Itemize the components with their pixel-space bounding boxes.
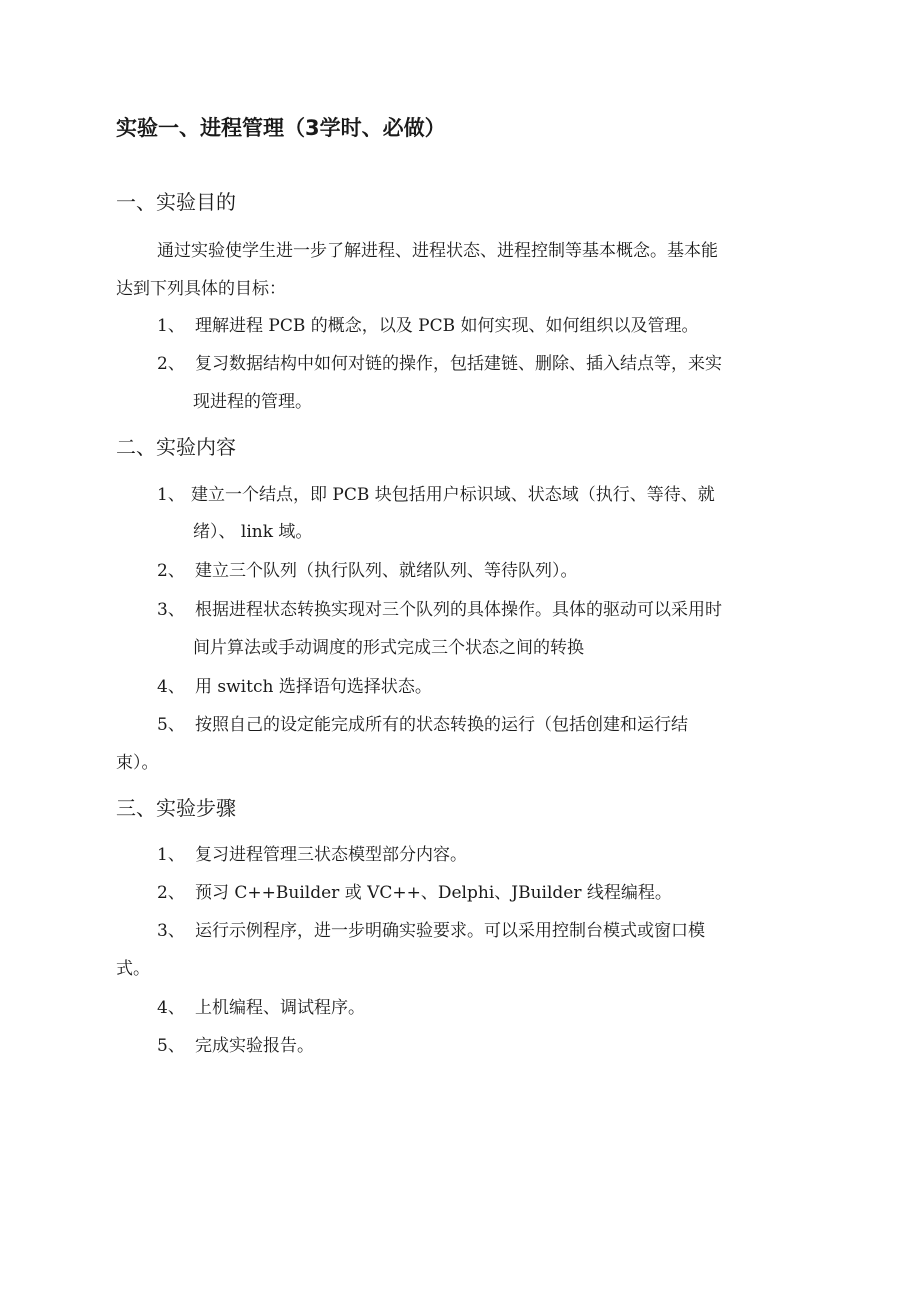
item-text: 根据进程状态转换实现对三个队列的具体操作。具体的驱动可以采用时 [195,600,722,620]
item-number: 3、 [157,600,185,620]
section-heading-steps: 三、实验步骤 [116,796,236,820]
document-title: 实验一、进程管理（3学时、必做） [116,116,446,140]
list-item [157,311,699,336]
item-number: 2、 [157,883,185,903]
list-item [157,993,365,1018]
list-item [157,1031,314,1056]
item-text: 建立一个结点，即 PCB 块包括用户标识域、状态域（执行、等待、就 [191,485,715,505]
item-number: 1、 [157,485,185,505]
item-number: 2、 [157,561,185,581]
list-item [157,672,432,697]
item-text-continued: 间片算法或手动调度的形式完成三个状态之间的转换 [193,638,584,658]
item-text: 复习数据结构中如何对链的操作，包括建链、删除、插入结点等，来实 [195,354,722,374]
item-text-continued: 绪）、 link 域。 [193,522,313,542]
list-item [157,595,722,620]
item-number: 1、 [157,845,185,865]
item-text: 预习 C++Builder 或 VC++、Delphi、JBuilder 线程编程。 [195,883,672,903]
item-number: 5、 [157,715,185,735]
item-text: 复习进程管理三状态模型部分内容。 [195,845,467,865]
item-text-continued: 现进程的管理。 [193,392,312,412]
item-number: 2、 [157,354,185,374]
list-item [157,556,578,581]
item-text: 理解进程 PCB 的概念，以及 PCB 如何实现、如何组织以及管理。 [195,316,699,336]
intro-text: 通过实验使学生进一步了解进程、进程状态、进程控制等基本概念。基本能 [157,241,718,261]
item-text-continued: 束）。 [116,753,159,773]
item-text: 用 switch 选择语句选择状态。 [195,677,432,697]
list-item [157,349,722,374]
list-item [157,878,672,903]
item-number: 4、 [157,998,185,1018]
item-number: 1、 [157,316,185,336]
item-number: 4、 [157,677,185,697]
list-item [157,916,705,941]
list-item [157,480,715,505]
list-item [157,710,688,735]
item-text: 建立三个队列（执行队列、就绪队列、等待队列）。 [195,561,578,581]
item-text: 完成实验报告。 [195,1036,314,1056]
item-text: 运行示例程序，进一步明确实验要求。可以采用控制台模式或窗口模 [195,921,705,941]
item-number: 3、 [157,921,185,941]
item-number: 5、 [157,1036,185,1056]
list-item [157,840,467,865]
item-text: 上机编程、调试程序。 [195,998,365,1018]
item-text: 按照自己的设定能完成所有的状态转换的运行（包括创建和运行结 [195,715,688,735]
section-heading-content: 二、实验内容 [116,435,236,459]
item-text-continued: 式。 [116,959,150,979]
section-heading-purpose: 一、实验目的 [116,190,236,214]
intro-text-continued: 达到下列具体的目标： [116,279,286,299]
